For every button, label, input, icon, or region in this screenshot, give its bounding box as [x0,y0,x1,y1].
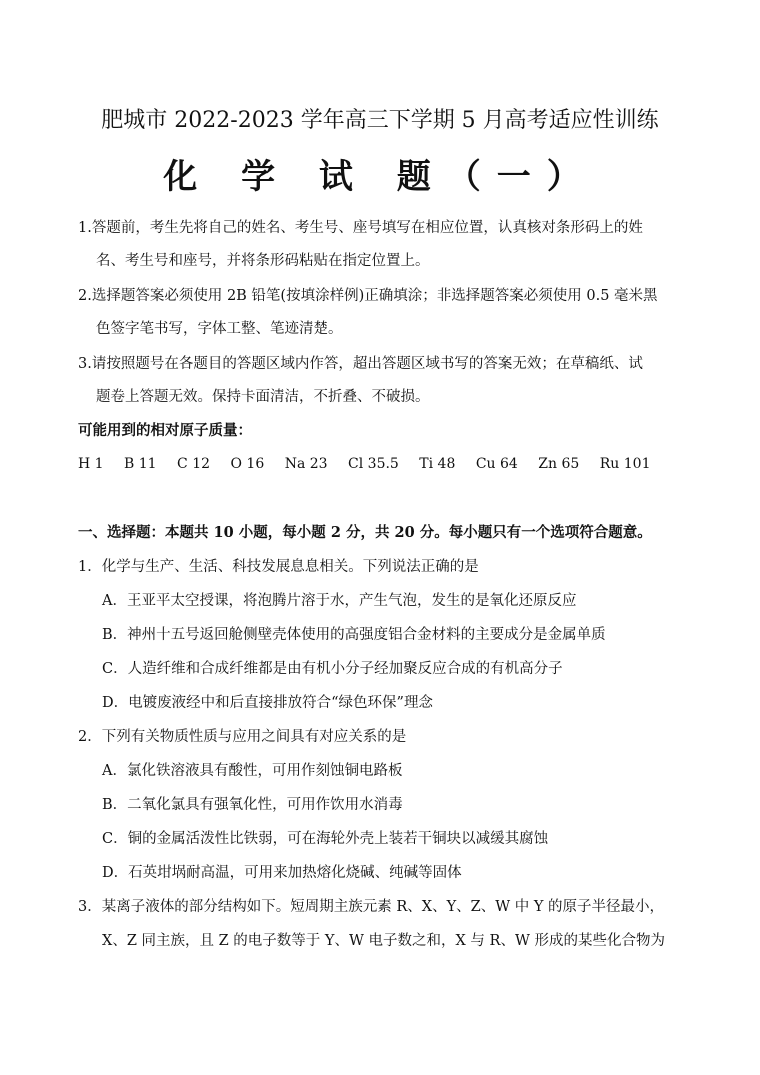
question-stem: 3．某离子液体的部分结构如下。短周期主族元素 R、X、Y、Z、W 中 Y 的原子半径最小， [78,899,665,915]
atomic-mass-item: Cu 64 [475,456,518,472]
atomic-mass-item: H 1 [78,456,104,472]
option-c: C．人造纤维和合成纤维都是由有机小分子经加聚反应合成的有机高分子 [102,661,563,677]
question-stem: 1．化学与生产、生活、科技发展息息相关。下列说法正确的是 [78,559,479,575]
subject-title: 化 学 试 题（一） [163,157,597,197]
question-stem-continuation: X、Z 同主族，且 Z 的电子数等于 Y、W 电子数之和，X 与 R、W 形成的某些化合物为 [102,933,665,949]
option-c: C．铜的金属活泼性比铁弱，可在海轮外壳上装若干铜块以减缓其腐蚀 [102,831,549,847]
option-b: B．二氧化氯具有强氧化性，可用作饮用水消毒 [102,797,403,813]
atomic-mass-item: Zn 65 [538,456,580,472]
instruction-line: 名、考生号和座号，并将条形码粘贴在指定位置上。 [96,253,430,269]
atomic-mass-heading: 可能用到的相对原子质量： [78,422,252,439]
option-b: B．神州十五号返回舱侧壁壳体使用的高强度铝合金材料的主要成分是金属单质 [102,627,606,643]
option-d: D．石英坩埚耐高温，可用来加热熔化烧碱、纯碱等固体 [102,865,462,881]
atomic-mass-item: C 12 [177,456,211,472]
instruction-line: 2.选择题答案必须使用 2B 铅笔(按填涂样例)正确填涂；非选择题答案必须使用 0.5 毫米黑 [78,288,658,304]
option-a: A．氯化铁溶液具有酸性，可用作刻蚀铜电路板 [102,763,403,779]
atomic-mass-item: Ru 101 [599,456,651,472]
section-heading: 一、选择题：本题共 10 小题，每小题 2 分，共 20 分。每小题只有一个选项符合题意。 [78,524,652,541]
exam-title: 肥城市 2022-2023 学年高三下学期 5 月高考适应性训练 [101,108,659,133]
atomic-mass-item: Cl 35.5 [348,456,399,472]
atomic-mass-item: B 11 [124,456,157,472]
instruction-line: 1.答题前，考生先将自己的姓名、考生号、座号填写在相应位置，认真核对条形码上的姓 [78,220,643,236]
atomic-mass-item: O 16 [230,456,265,472]
question-stem: 2．下列有关物质性质与应用之间具有对应关系的是 [78,729,407,745]
atomic-mass-list [78,454,666,474]
instruction-line: 题卷上答题无效。保持卡面清洁，不折叠、不破损。 [96,389,430,405]
option-a: A．王亚平太空授课，将泡腾片溶于水，产生气泡，发生的是氧化还原反应 [102,593,577,609]
instruction-line: 色签字笔书写，字体工整、笔迹清楚。 [96,321,343,337]
atomic-mass-item: Na 23 [284,456,328,472]
atomic-mass-item: Ti 48 [419,456,456,472]
option-d: D．电镀废液经中和后直接排放符合“绿色环保”理念 [102,695,433,711]
instruction-line: 3.请按照题号在各题目的答题区域内作答，超出答题区域书写的答案无效；在草稿纸、试 [78,356,643,372]
